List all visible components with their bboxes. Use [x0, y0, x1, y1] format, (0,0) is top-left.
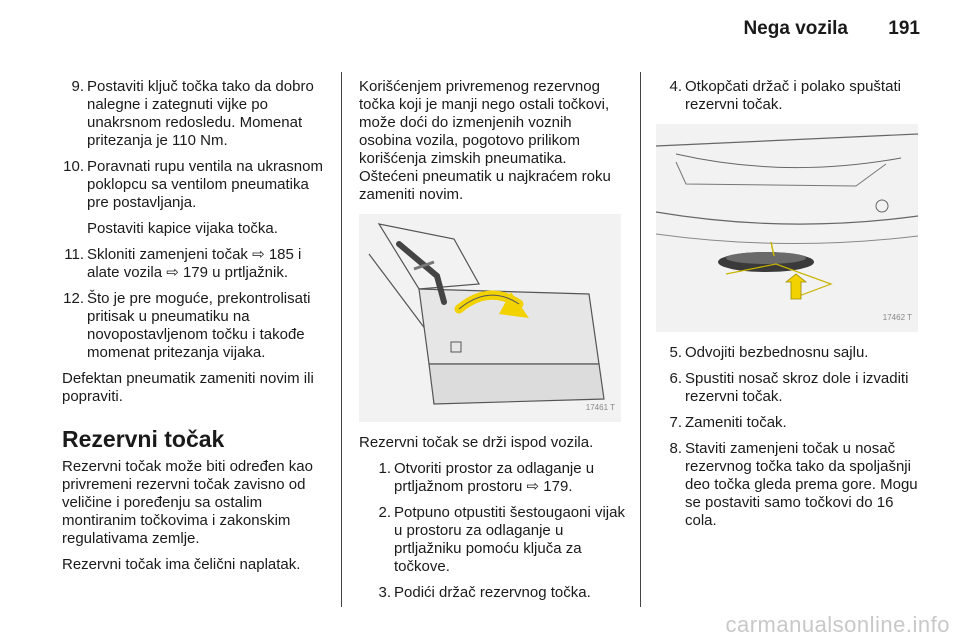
paragraph: Korišćenjem privremenog rezervnog točka koji je manji nego ostali točkovi, može doći do izmenjenih voznih osobina vozila, pogotovo prilikom korišćenja zimskih pneumatika. Oštećeni pneumatik u najkraćem roku zameniti novim. — [359, 78, 611, 203]
page-number: 191 — [888, 18, 920, 39]
list-item — [369, 460, 627, 496]
paragraph: Rezervni točak može biti određen kao privremeni rezervni točak zavisno od veličine i poređenju sa ostalim montiranim točkovima i zakonskim regulativama zemlje. — [62, 458, 313, 547]
figure-trunk-storage — [359, 214, 621, 422]
list-item — [369, 584, 627, 602]
item-number: 1. — [378, 460, 391, 477]
item-number: 10. — [63, 158, 84, 175]
item-text: Otvoriti prostor za odlaganje u prtljažnom prostoru ⇨ 179. — [394, 460, 595, 495]
list-item — [660, 370, 928, 406]
item-text: Poravnati rupu ventila na ukrasnom poklopcu sa ventilom pneumatika pre postavljanja. — [87, 158, 323, 211]
item-number: 2. — [378, 504, 391, 521]
spare-wheel-illustration — [656, 124, 918, 332]
paragraph: Rezervni točak ima čelični naplatak. — [62, 556, 301, 573]
figure-spare-wheel — [656, 124, 918, 332]
item-text: Što je pre moguće, prekontrolisati pritisak u pneumatiku na novopostavljenom točku i takođe momenat pritezanja vijaka. — [87, 290, 311, 361]
step-list — [359, 460, 627, 602]
list-item — [660, 414, 928, 432]
list-item — [62, 158, 330, 212]
paragraph: Defektan pneumatik zameniti novim ili popraviti. — [62, 370, 314, 405]
item-text: Odvojiti bezbednosnu sajlu. — [685, 344, 869, 361]
item-text: Skloniti zamenjeni točak ⇨ 185 i alate vozila ⇨ 179 u prtljažnik. — [87, 246, 302, 281]
item-subtext: Postaviti kapice vijaka točka. — [87, 220, 278, 237]
item-number: 6. — [669, 370, 682, 387]
item-text: Potpuno otpustiti šestougaoni vijak u prostoru za odlaganje u prtljažniku pomoću ključa za točkove. — [394, 504, 625, 575]
item-number: 7. — [669, 414, 682, 431]
list-item — [62, 290, 330, 362]
list-item — [660, 344, 928, 362]
column-3 — [660, 78, 928, 538]
list-item — [62, 246, 330, 282]
column-separator — [640, 72, 641, 607]
item-number: 5. — [669, 344, 682, 361]
item-number: 3. — [378, 584, 391, 601]
list-item — [369, 504, 627, 576]
trunk-illustration — [359, 214, 621, 422]
figure-code: 17462 T — [882, 313, 912, 322]
column-1 — [62, 78, 330, 582]
item-text: Podići držač rezervnog točka. — [394, 584, 591, 601]
item-text: Postaviti ključ točka tako da dobro nalegne i zategnuti vijke po unakrsnom redosledu. Momenat pritezanja je 110 Nm. — [87, 78, 314, 149]
item-number: 9. — [71, 78, 84, 95]
column-2 — [359, 78, 627, 610]
item-text: Zameniti točak. — [685, 414, 787, 431]
item-text: Spustiti nosač skroz dole i izvaditi rezervni točak. — [685, 370, 909, 405]
paragraph: Rezervni točak se drži ispod vozila. — [359, 434, 594, 451]
item-number: 8. — [669, 440, 682, 457]
column-separator — [341, 72, 342, 607]
figure-code: 17461 T — [585, 403, 615, 412]
item-number: 12. — [63, 290, 84, 307]
list-item — [62, 78, 330, 150]
header-title: Nega vozila — [743, 18, 848, 39]
item-number: 4. — [669, 78, 682, 95]
item-text: Staviti zamenjeni točak u nosač rezervnog točka tako da spoljašnji deo točka gleda prema gore. Mogu se postaviti samo točkovi do 16 cola. — [685, 440, 918, 529]
section-heading: Rezervni točak — [62, 426, 225, 452]
footer-watermark: carmanualsonline.info — [725, 612, 950, 637]
page-header — [0, 0, 960, 45]
list-item — [660, 440, 928, 530]
item-number: 11. — [64, 246, 84, 263]
item-text: Otkopčati držač i polako spuštati rezervni točak. — [685, 78, 901, 113]
list-item — [660, 78, 928, 114]
